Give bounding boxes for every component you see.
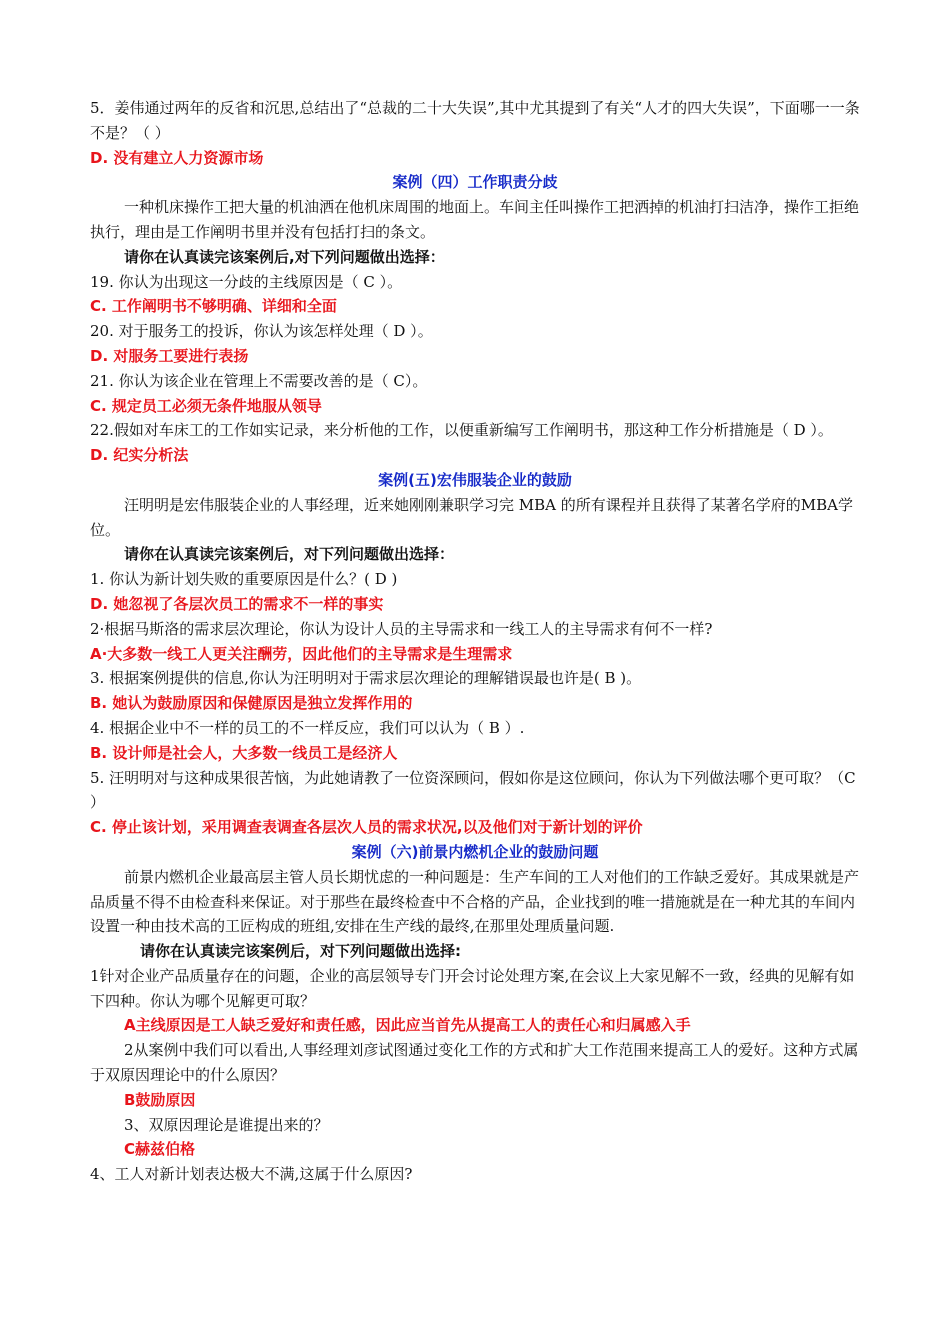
- instruction-line: 请你在认真读完该案例后，对下列问题做出选择：: [124, 545, 455, 564]
- text-line: 21. 你认为该企业在管理上不需要改善的是（ C）。: [90, 371, 428, 390]
- text-line: 5. 汪明明对与这种成果很苦恼，为此她请教了一位资深顾问，假如你是这位顾问，你认为下列做法哪个更可取？（C ）: [90, 768, 856, 812]
- answer-line: A主线原因是工人缺乏爱好和责任感，因此应当首先从提高工人的责任心和归属感入手: [124, 1016, 691, 1035]
- instruction-line: 请你在认真读完该案例后,对下列问题做出选择：: [124, 247, 445, 266]
- answer-line: B. 她认为鼓励原因和保健原因是独立发挥作用的: [90, 694, 413, 713]
- answer-line: B. 设计师是社会人，大多数一线员工是经济人: [90, 743, 398, 762]
- text-line: 前景内燃机企业最高层主管人员长期忧虑的一种问题是：生产车间的工人对他们的工作缺乏爱好。其成果就是产品质量不得不由检查科来保证。对于那些在最终检查中不合格的产品，企业找到的唯一措施就是在一种尤其的车间内设置一种由技术高的工匠构成的班组,安排在生产线的最终,在那里处理质量问题.: [90, 867, 860, 936]
- answer-line: D. 她忽视了各层次员工的需求不一样的事实: [90, 594, 384, 613]
- text-line: 22.假如对车床工的工作如实记录，来分析他的工作，以便重新编写工作阐明书，那这种工作分析措施是（ D ）。: [90, 421, 833, 440]
- answer-line: C. 规定员工必须无条件地服从领导: [90, 396, 322, 415]
- text-line: 汪明明是宏伟服装企业的人事经理，近来她刚刚兼职学习完 MBA 的所有课程并且获得了某著名学府的MBA学位。: [90, 495, 853, 539]
- answer-line: C. 工作阐明书不够明确、详细和全面: [90, 297, 337, 316]
- case-heading: 案例（四）工作职责分歧: [392, 173, 558, 192]
- text-line: 5．姜伟通过两年的反省和沉思,总结出了“总裁的二十大失误”,其中尤其提到了有关“人才的四大失误”，下面哪一一条不是？（ ）: [90, 99, 860, 142]
- answer-line: C赫兹伯格: [124, 1140, 196, 1159]
- answer-line: D. 没有建立人力资源市场: [90, 148, 264, 167]
- instruction-line: 请你在认真读完该案例后，对下列问题做出选择:: [140, 942, 462, 961]
- text-line: 一种机床操作工把大量的机油洒在他机床周围的地面上。车间主任叫操作工把洒掉的机油打扫洁净，操作工拒绝执行，理由是工作阐明书里并没有包括打扫的条文。: [90, 198, 860, 241]
- answer-line: D. 纪实分析法: [90, 446, 189, 465]
- text-line: 1. 你认为新计划失败的重要原因是什么？( D ): [90, 570, 398, 589]
- text-line: 4、工人对新计划表达极大不满,这属于什么原因?: [90, 1165, 413, 1184]
- text-line: 19. 你认为出现这一分歧的主线原因是（ C ）。: [90, 272, 403, 291]
- document-content: [90, 96, 860, 1187]
- text-line: 3. 根据案例提供的信息,你认为汪明明对于需求层次理论的理解错误最也许是( B )。: [90, 669, 642, 688]
- text-line: 2·根据马斯洛的需求层次理论，你认为设计人员的主导需求和一线工人的主导需求有何不一样?: [90, 619, 713, 638]
- case-heading: 案例（六)前景内燃机企业的鼓励问题: [351, 842, 599, 861]
- text-line: 20. 对于服务工的投诉，你认为该怎样处理（ D ）。: [90, 322, 433, 341]
- answer-line: D. 对服务工要进行表扬: [90, 346, 249, 365]
- case-heading: 案例(五)宏伟服装企业的鼓励: [378, 470, 572, 489]
- text-line: 3、双原因理论是谁提出来的？: [124, 1115, 329, 1134]
- answer-line: B鼓励原因: [124, 1090, 196, 1109]
- text-line: 4. 根据企业中不一样的员工的不一样反应，我们可以认为（ B ）.: [90, 718, 525, 737]
- text-line: 1针对企业产品质量存在的问题，企业的高层领导专门开会讨论处理方案,在会议上大家见解不一致，经典的见解有如下四种。你认为哪个见解更可取？: [90, 966, 855, 1010]
- text-line: 2从案例中我们可以看出,人事经理刘彦试图通过变化工作的方式和扩大工作范围来提高工人的爱好。这种方式属于双原因理论中的什么原因？: [90, 1041, 859, 1085]
- answer-line: A·大多数一线工人更关注酬劳，因此他们的主导需求是生理需求: [90, 644, 513, 663]
- document-page: [90, 96, 860, 1187]
- answer-line: C. 停止该计划，采用调查表调查各层次人员的需求状况,以及他们对于新计划的评价: [90, 818, 643, 837]
